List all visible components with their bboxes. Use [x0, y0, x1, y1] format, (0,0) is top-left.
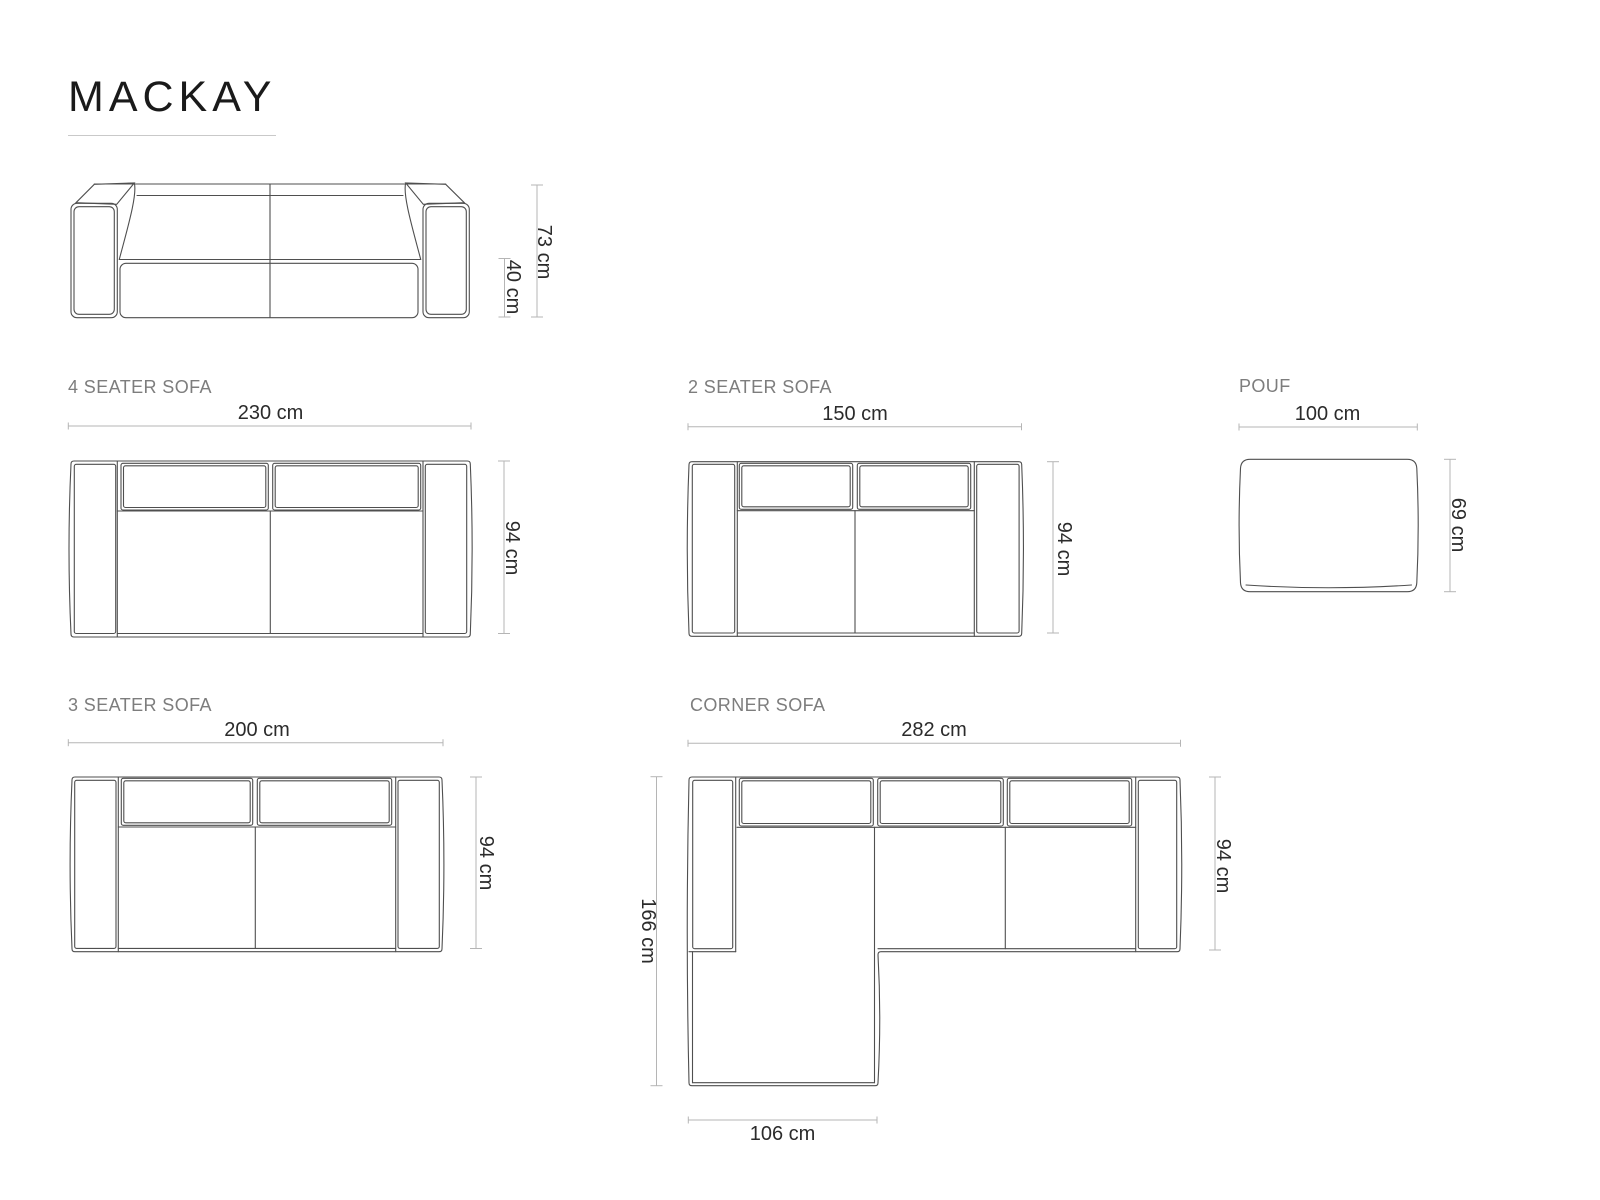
- dim-three-seater-depth: 94 cm: [475, 835, 497, 891]
- pouf-dimension-lines: [1239, 424, 1456, 592]
- dim-two-seater-depth: 94 cm: [1053, 521, 1075, 577]
- pouf-top-view-drawing: [1239, 459, 1418, 591]
- label-two-seater: 2 SEATER SOFA: [688, 377, 832, 397]
- sofa-front-view-drawing: [71, 183, 469, 318]
- label-four-seater: 4 SEATER SOFA: [68, 377, 212, 397]
- four-seater-dimension-lines: [68, 423, 510, 634]
- label-corner-sofa: CORNER SOFA: [690, 695, 826, 715]
- four-seater-top-view-drawing: [69, 461, 472, 637]
- dim-four-seater-width: 230 cm: [237, 402, 304, 424]
- dim-pouf-width: 100 cm: [1294, 403, 1361, 425]
- title-underline: [68, 135, 276, 136]
- dim-four-seater-depth: 94 cm: [501, 520, 523, 575]
- dim-front-total-height: 73 cm: [533, 224, 555, 280]
- dim-two-seater-width: 150 cm: [822, 403, 888, 425]
- three-seater-top-view-drawing: [70, 777, 444, 952]
- label-three-seater: 3 SEATER SOFA: [68, 695, 212, 715]
- page-title: MACKAY: [68, 73, 277, 121]
- two-seater-top-view-drawing: [687, 462, 1023, 637]
- corner-sofa-top-view-drawing: [687, 777, 1182, 1086]
- dim-three-seater-width: 200 cm: [224, 719, 290, 741]
- dim-corner-width: 282 cm: [901, 719, 967, 741]
- dim-corner-chaise-depth: 166 cm: [636, 898, 659, 964]
- dim-corner-depth: 94 cm: [1212, 838, 1234, 894]
- dim-pouf-depth: 69 cm: [1447, 497, 1469, 553]
- label-pouf: POUF: [1239, 376, 1291, 396]
- dim-front-seat-height: 40 cm: [501, 259, 524, 315]
- two-seater-dimension-lines: [688, 423, 1059, 633]
- dim-corner-chaise-width: 106 cm: [749, 1123, 816, 1145]
- three-seater-dimension-lines: [68, 739, 482, 948]
